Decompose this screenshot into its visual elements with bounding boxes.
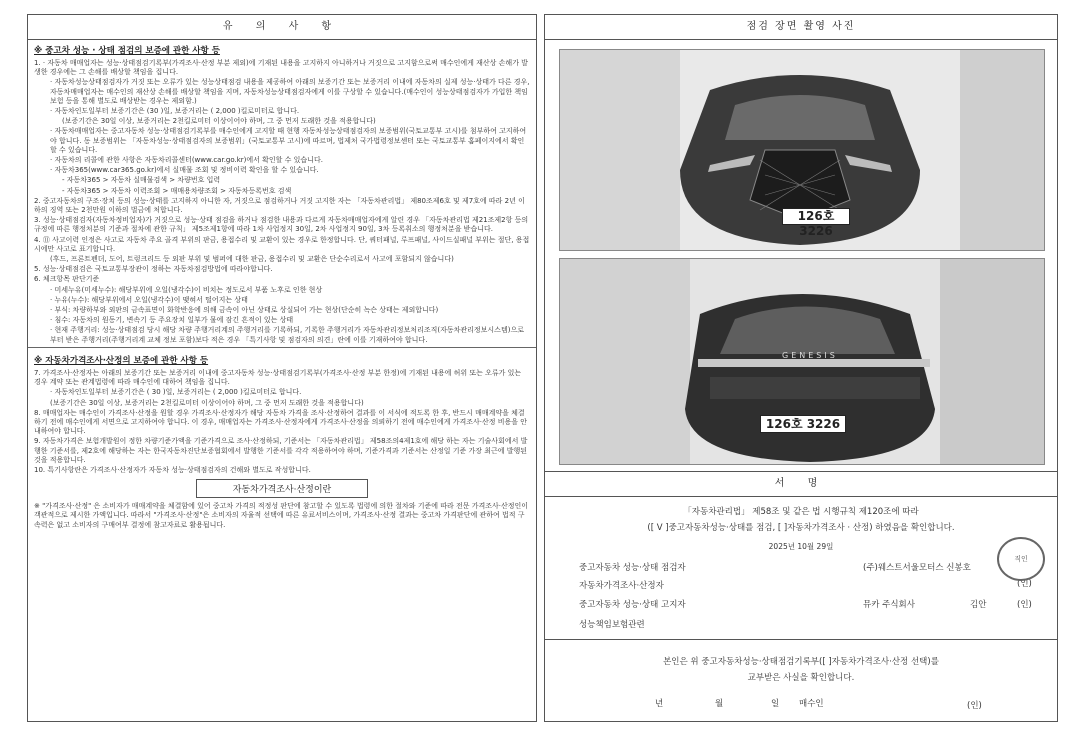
note-item: 9. 자동차가격은 보험개발원이 정한 차량기준가액을 기준가격으로 조사·산정하되, 기준서는 「자동차관리법」 제58조의4제1호에 해당 하는 자는 기술사회에서 발행한 기준서를, 제2호에 해당하는 자는 한국자동차진단보증협회에서 발행한 기준서를 각각 적용하여야 하며, 기준가격과 기준서는 산정일 기준 가장 최근에 발행된 것을 적용합니다. xyxy=(34,437,528,464)
notes-title: 유 의 사 항 xyxy=(28,15,536,40)
note-item: 4. ⑪ 사고이력 인정은 사고로 자동차 주요 골격 부위의 판금, 용접수리 및 교환이 있는 경우로 한정합니다. 단, 쿼터패널, 루프패널, 사이드실패널 부위는 절단, 용접시에만 사고로 표기합니다. xyxy=(34,235,530,253)
confirm-line: ([ V ]중고자동차성능·상태를 점검, [ ]자동차가격조사 · 산정) 하였음을 확인합니다. xyxy=(647,523,955,533)
rear-license-plate: 126호 3226 xyxy=(760,415,846,433)
photo-section-title: 점검 장면 촬영 사진 xyxy=(545,15,1057,40)
signature-section-title: 서 명 xyxy=(545,472,1057,497)
genesis-badge: GENESIS xyxy=(782,351,838,360)
buyer-ack-line-2: 교부받은 사실을 확인합니다. xyxy=(747,673,855,683)
role-inspector: 중고자동차 성능·상태 점검자 xyxy=(579,563,686,573)
inspector-name: (주)웨스트서울모터스 신봉호 xyxy=(863,563,971,573)
note-item: 3. 성능·상태점검자(자동차정비업자)가 거짓으로 성능·상태 점검을 하거나 점검한 내용과 다르게 자동차매매업자에게 알린 경우 「자동차관리법 제21조제2항 등의 규정에 따른 행정처분의 기준과 절차에 관한 규칙」 제5조제1항에 따라 1차 사업정지 30일, 2차 사업정지 90일, 3차 등록취소의 행정처분을 받습니다. xyxy=(34,216,529,234)
section-divider xyxy=(28,347,536,348)
note-item: (보증기간은 30일 이상, 보증거리는 2천킬로미터 이상이어야 하며, 그 중 먼저 도래한 것을 적용합니다) xyxy=(62,117,376,126)
note-item: · 자동차인도일부터 보증기간은 ( 30 )일, 보증거리는 ( 2,000 )킬로미터로 합니다. xyxy=(50,388,302,397)
law-basis-line: 「자동차관리법」 제58조 및 같은 법 시행규칙 제120조에 따라 xyxy=(683,507,919,517)
seal-mark-2: (인) xyxy=(1017,579,1032,589)
note-item: 6. 체크항목 판단기준 xyxy=(34,275,100,284)
notifier-person: 김안 xyxy=(970,600,987,610)
buyer-ack-line-1: 본인은 위 중고자동차성능·상태점검기록부([ ]자동차가격조사·산정 선택)를 xyxy=(663,657,939,667)
note-item: 10. 특기사항란은 가격조사·산정자가 자동차 성능·상태점검자의 건해와 별도로 작성합니다. xyxy=(34,465,311,474)
note-item: · 누유(누수): 해당부위에서 오일(냉각수)이 맺혀서 떨어지는 상태 xyxy=(50,295,248,304)
section-2-items xyxy=(28,368,536,475)
note-item: 5. 성능·상태점검은 국토교통부장관이 정하는 자동차점검방법에 따라야합니다. xyxy=(34,265,273,274)
photo-sign-page xyxy=(544,14,1058,722)
role-insurance: 성능책임보험관련 xyxy=(579,620,645,630)
seal-mark-3: (인) xyxy=(1017,600,1032,610)
month-label: 월 xyxy=(715,699,724,709)
notes-page xyxy=(27,14,537,722)
note-item: · 자동차성능상태점검자가 거짓 또는 오류가 있는 성능상태점검 내용을 제공하여 아래의 보증기간 또는 보증거리 이내에 자동차의 실제 성능·상태가 다른 경우, 자동차매매업자는 매수인의 재산상 손해를 배상할 책임을 지며, 자동차성능상태점검자에게 이를 구상할 수 있습니다.(매수인이 성능상태점검자가 가입한 책임보험 등을 통해 별도로 배상받는 경우는 제외함.) xyxy=(50,78,530,105)
day-label: 일 xyxy=(771,699,780,709)
notifier-company: 뮤카 주식회사 xyxy=(863,600,915,610)
role-notifier: 중고자동차 성능·상태 고지자 xyxy=(579,600,686,610)
buyer-seal-mark: (인) xyxy=(967,701,982,711)
note-item: · 현재 주행거리: 성능·상태점검 당시 해당 차량 주행거리계의 주행거리를 기록하되, 기록한 주행거리가 자동차관리정보처리조직(자동차관리정보시스템)으로부터 받은 주행거리(주행거리계 교체 정보 포함)보다 적은 경우 「특기사항 및 점검자의 의견」란에 이를 기재하여야 합니다. xyxy=(50,326,524,344)
note-item: · 미세누유(미세누수): 해당부위에 오일(냉각수)이 비치는 정도로서 부품 노후로 인한 현상 xyxy=(50,285,323,294)
note-item: · 침수: 자동차의 원동기, 변속기 등 주요장치 일부가 물에 잠긴 흔적이 있는 상태 xyxy=(50,316,294,325)
rear-car-photo xyxy=(559,258,1045,465)
year-label: 년 xyxy=(655,699,664,709)
note-item: · 자동차인도일부터 보증기간은 (30 )일, 보증거리는 ( 2,000 )킬로미터로 합니다. xyxy=(50,107,300,116)
term-heading: 자동차가격조사·산정이란 xyxy=(196,479,368,498)
note-item: - 자동차365 > 자동차 실매물검색 > 차량번호 입력 xyxy=(62,176,221,185)
sign-date: 2025년 10월 29일 xyxy=(768,542,834,551)
note-item: 2. 중고자동차의 구조·장치 등의 성능·상태를 고지하지 아니한 자, 거짓으로 점검하거나 거짓 고지한 자는 「자동차관리법」 제80조제6호 및 제7호에 따라 2년 이하의 징역 또는 2천만원 이하의 벌금에 처합니다. xyxy=(34,196,525,215)
note-item: · 자동차매매업자는 중고자동차 성능·상태점검기록부를 매수인에게 고지할 때 현행 자동차성능상태점검자의 보증범위(국토교통부 고시)를 첨부하여 고지하여야 합니다. 동 보증범위는 「자동차성능·상태점검자의 보증범위」(국토교통부 고시)에 따르며, 법제처 국가법령정보센터 또는 국토교통부 홈페이지에서 확인할 수 있습니다. xyxy=(50,127,527,154)
role-price-assessor: 자동차가격조사·산정자 xyxy=(579,581,664,591)
buyer-label: 매수인 xyxy=(799,699,824,709)
note-item: 7. 가격조사·산정자는 아래의 보증기간 또는 보증거리 이내에 중고자동차 성능·상태점검기록부(가격조사·산정 부분 한정)에 기재된 내용에 허위 또는 오류가 있는 경우 계약 또는 관계법령에 따라 매수인에 대하여 책임을 집니다. xyxy=(34,368,522,387)
section-1-heading: ※ 중고차 성능 · 상태 점검의 보증에 관한 사항 등 xyxy=(34,46,220,56)
term-text: ※ "가격조사·산정" 은 소비자가 매매계약을 체결함에 있어 중고차 가격의 적정성 판단에 참고할 수 있도록 법령에 의한 절차와 기준에 따라 전문 가격조사·산정인이 객관적으로 제시한 가액입니다. 따라서 "가격조사·산정"은 소비자의 자율적 선택에 따른 유료서비스이며, 가격조사·산정 결과는 중고차 가격판단에 관하여 법적 구속력은 없고 소비자의 구매여부 결정에 참고자료로 활용됩니다. xyxy=(34,502,529,529)
front-license-plate: 126호 3226 xyxy=(782,208,850,225)
company-seal-stamp: 직인 xyxy=(997,537,1045,581)
front-car-photo xyxy=(559,49,1045,251)
note-item: (보증기간은 30일 이상, 보증거리는 2천킬로미터 이상이어야 하며, 그 중 먼저 도래한 것을 적용합니다) xyxy=(50,398,364,407)
note-item: · 부식: 차량하부와 외판의 금속표면이 화학반응에 의해 금속이 아닌 상태로 상실되어 가는 현상(단순히 녹슨 상태는 제외합니다) xyxy=(50,306,439,315)
note-item: (후드, 프론트펜더, 도어, 트렁크리드 등 외판 부위 및 범퍼에 대한 판금, 용접수리 및 교환은 단순수리로서 사고에 포함되지 않습니다) xyxy=(50,255,454,264)
note-item: 1. · 자동차 매매업자는 성능·상태점검기록부(가격조사·산정 부분 제외)에 기재된 내용을 고지하지 아니하거나 거짓으로 고지함으로써 매수인에게 재산상 손해가 발생한 경우에는 그 손해를 배상할 책임을 집니다. xyxy=(34,59,528,77)
section-2-heading: ※ 자동차가격조사·산정의 보증에 관한 사항 등 xyxy=(34,355,209,366)
note-item: · 자동차의 리콜에 관한 사항은 자동차리콜센터(www.car.go.kr)에서 확인할 수 있습니다. xyxy=(50,156,323,165)
section-1-items xyxy=(28,58,536,345)
rear-car-image xyxy=(560,259,1044,464)
note-item: - 자동차365 > 자동차 이력조회 > 매매용차량조회 > 자동차등록번호 검색 xyxy=(62,186,292,195)
note-item: 8. 매매업자는 매수인이 가격조사·산정을 원할 경우 가격조사·산정자가 해당 자동차 가격을 조사·산정하여 결과를 이 서식에 적도록 한 후, 반드시 매매계약을 체결하기 전에 매수인에게 서면으로 고지하여야 합니다. 이 경우, 매매업자는 가격조사·산정자에게 가격조사·산정을 의뢰하기 전에 매수인에게 가격조사·산정 비용을 안내하여야 합니다. xyxy=(34,408,528,436)
note-item: · 자동차365(www.car365.go.kr)에서 실매물 조회 및 정비이력 확인을 할 수 있습니다. xyxy=(50,166,319,175)
